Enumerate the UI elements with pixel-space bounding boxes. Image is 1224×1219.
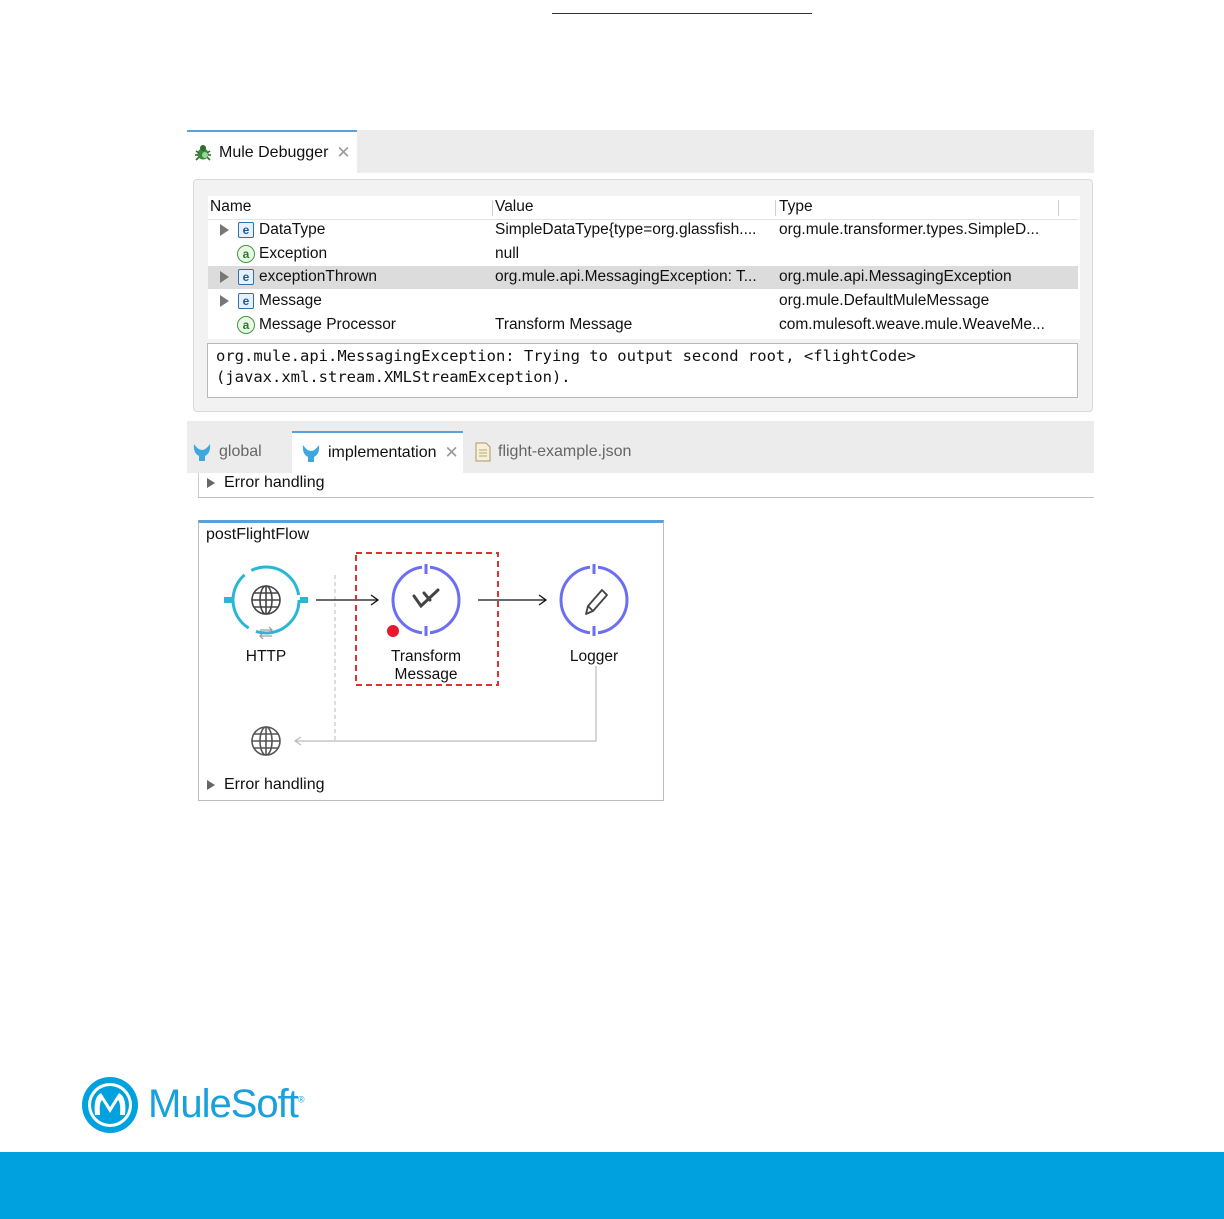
attribute-icon: a bbox=[237, 316, 255, 334]
http-node[interactable] bbox=[224, 567, 308, 639]
transform-label-line1: Transform bbox=[390, 648, 462, 665]
row-value: Transform Message bbox=[495, 316, 633, 333]
row-name: exceptionThrown bbox=[259, 268, 378, 285]
column-header-name[interactable]: Name bbox=[210, 198, 252, 215]
attribute-icon: a bbox=[237, 245, 255, 263]
tab-label: flight-example.json bbox=[498, 443, 632, 460]
exception-line-1: org.mule.api.MessagingException: Trying to output second root, <flightCode> bbox=[216, 347, 916, 365]
mulesoft-logo-icon bbox=[80, 1075, 140, 1135]
element-icon: e bbox=[238, 293, 254, 309]
transform-node-label bbox=[366, 648, 486, 684]
transform-label-line2: Message bbox=[394, 666, 458, 683]
error-handling-label: Error handling bbox=[224, 474, 325, 491]
column-header-type[interactable]: Type bbox=[779, 198, 813, 215]
flow-arrow bbox=[316, 595, 378, 605]
breakpoint-icon bbox=[387, 625, 399, 637]
row-name: Message Processor bbox=[259, 316, 396, 333]
pencil-icon bbox=[586, 590, 607, 614]
tab-label: implementation bbox=[328, 444, 437, 461]
element-icon: e bbox=[238, 269, 254, 285]
flow-arrow bbox=[478, 595, 546, 605]
globe-icon bbox=[252, 727, 280, 755]
http-node-label: HTTP bbox=[245, 648, 287, 665]
row-value: SimpleDataType{type=org.glassfish.... bbox=[495, 221, 757, 238]
row-value: null bbox=[495, 245, 520, 262]
row-type: com.mulesoft.weave.mule.WeaveMe... bbox=[779, 316, 1045, 333]
trademark: ® bbox=[297, 1094, 305, 1105]
element-icon: e bbox=[238, 222, 254, 238]
error-handling-label: Error handling bbox=[224, 776, 325, 793]
column-header-value[interactable]: Value bbox=[495, 198, 534, 215]
tab-label: Mule Debugger bbox=[219, 143, 329, 161]
dataweave-icon bbox=[414, 590, 438, 606]
logger-node[interactable] bbox=[561, 562, 627, 638]
row-name: Exception bbox=[259, 245, 328, 262]
globe-icon bbox=[252, 586, 280, 614]
row-type: org.mule.DefaultMuleMessage bbox=[779, 292, 990, 309]
expand-arrow-icon[interactable] bbox=[207, 780, 215, 790]
flow-error-handling-toggle[interactable] bbox=[207, 776, 325, 794]
exception-line-2: (javax.xml.stream.XMLStreamException). bbox=[216, 368, 571, 386]
close-icon[interactable]: ✕ bbox=[444, 443, 459, 462]
row-name: DataType bbox=[259, 221, 326, 238]
row-type: org.mule.transformer.types.SimpleD... bbox=[779, 221, 1040, 238]
row-value: org.mule.api.MessagingException: T... bbox=[495, 268, 757, 285]
logger-node-label: Logger bbox=[569, 648, 619, 665]
row-type: org.mule.api.MessagingException bbox=[779, 268, 1012, 285]
tab-label: global bbox=[219, 443, 262, 460]
brand-wordmark bbox=[148, 1082, 305, 1127]
footer-bar bbox=[0, 1152, 1224, 1219]
flow-name: postFlightFlow bbox=[206, 526, 310, 543]
brand-name: MuleSoft bbox=[148, 1082, 298, 1126]
row-name: Message bbox=[259, 292, 322, 309]
close-icon[interactable]: ✕ bbox=[336, 142, 351, 162]
